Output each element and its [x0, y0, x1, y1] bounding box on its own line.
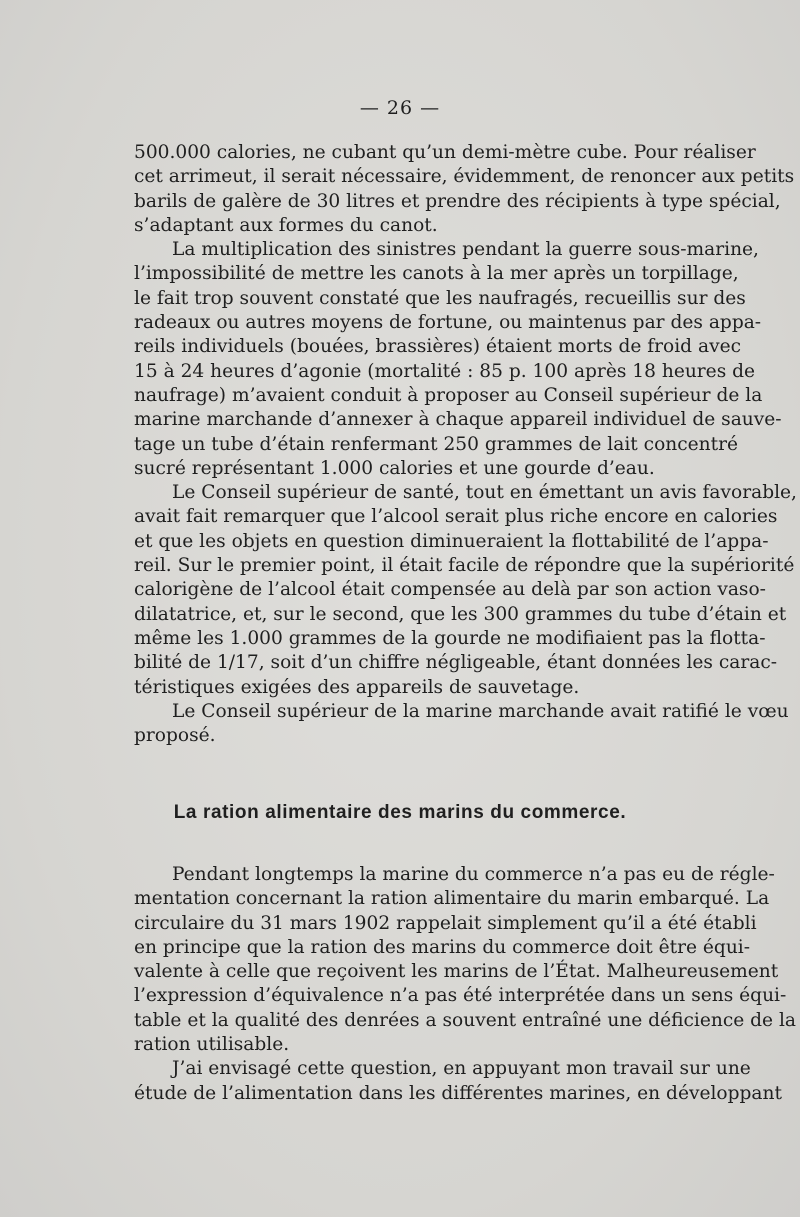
- text-line: et que les objets en question diminueraient la flottabilité de l’appa-: [134, 530, 769, 552]
- text-block-lower: [134, 863, 797, 1106]
- text-line: proposé.: [134, 725, 216, 747]
- text-line: en principe que la ration des marins du commerce doit être équi-: [134, 936, 751, 958]
- text-line: cet arrimeut, il serait nécessaire, évidemment, de renoncer aux petits: [134, 166, 795, 188]
- paragraph-start-line: La multiplication des sinistres pendant la guerre sous-marine,: [172, 239, 759, 261]
- text-line: l’expression d’équivalence n’a pas été interprétée dans un sens équi-: [134, 985, 787, 1007]
- paragraph-start-line: Pendant longtemps la marine du commerce n’a pas eu de régle-: [172, 864, 775, 885]
- text-line: table et la qualité des denrées a souvent entraîné une déficience de la: [134, 1009, 797, 1031]
- text-line: calorigène de l’alcool était compensée au delà par son action vaso-: [134, 579, 766, 601]
- text-line: le fait trop souvent constaté que les naufragés, recueillis sur des: [134, 287, 746, 309]
- text-line: ration utilisable.: [134, 1034, 290, 1056]
- text-line: valente à celle que reçoivent les marins de l’État. Malheureusement: [134, 961, 779, 983]
- page-number: — 26 —: [359, 97, 441, 119]
- paragraph-start-line: J’ai envisagé cette question, en appuyant mon travail sur une: [172, 1058, 751, 1080]
- text-line: dilatatrice, et, sur le second, que les 300 grammes du tube d’étain et: [134, 603, 787, 625]
- text-line: 500.000 calories, ne cubant qu’un demi-mètre cube. Pour réaliser: [134, 142, 756, 163]
- text-line: s’adaptant aux formes du canot.: [134, 214, 438, 236]
- text-line: radeaux ou autres moyens de fortune, ou maintenus par des appa-: [134, 312, 762, 334]
- text-line: reils individuels (bouées, brassières) étaient morts de froid avec: [134, 336, 742, 358]
- text-line: avait fait remarquer que l’alcool serait plus riche encore en calories: [134, 506, 778, 528]
- paragraph-start-line: Le Conseil supérieur de santé, tout en émettant un avis favorable,: [172, 482, 797, 504]
- text-line: même les 1.000 grammes de la gourde ne modifiaient pas la flotta-: [134, 627, 766, 649]
- text-line: l’impossibilité de mettre les canots à la mer après un torpillage,: [134, 263, 739, 285]
- text-line: marine marchande d’annexer à chaque appareil individuel de sauve-: [134, 409, 782, 431]
- text-line: sucré représentant 1.000 calories et une gourde d’eau.: [134, 457, 655, 479]
- text-block-upper: [134, 141, 797, 748]
- text-line: bilité de 1/17, soit d’un chiffre négligeable, étant données les carac-: [134, 652, 778, 674]
- text-line: étude de l’alimentation dans les différentes marines, en développant: [134, 1082, 782, 1104]
- text-line: barils de galère de 30 litres et prendre des récipients à type spécial,: [134, 190, 781, 212]
- section-title: La ration alimentaire des marins du commerce.: [173, 802, 627, 823]
- paragraph-start-line: Le Conseil supérieur de la marine marchande avait ratifié le vœu: [172, 700, 789, 722]
- text-line: tage un tube d’étain renfermant 250 grammes de lait concentré: [134, 433, 738, 455]
- text-line: circulaire du 31 mars 1902 rappelait simplement qu’il a été établi: [134, 912, 757, 934]
- text-line: naufrage) m’avaient conduit à proposer au Conseil supérieur de la: [134, 384, 763, 406]
- text-line: mentation concernant la ration alimentaire du marin embarqué. La: [134, 888, 770, 910]
- text-line: 15 à 24 heures d’agonie (mortalité : 85 p. 100 après 18 heures de: [134, 360, 756, 382]
- text-line: téristiques exigées des appareils de sauvetage.: [134, 676, 580, 698]
- text-line: reil. Sur le premier point, il était facile de répondre que la supériorité: [134, 555, 795, 577]
